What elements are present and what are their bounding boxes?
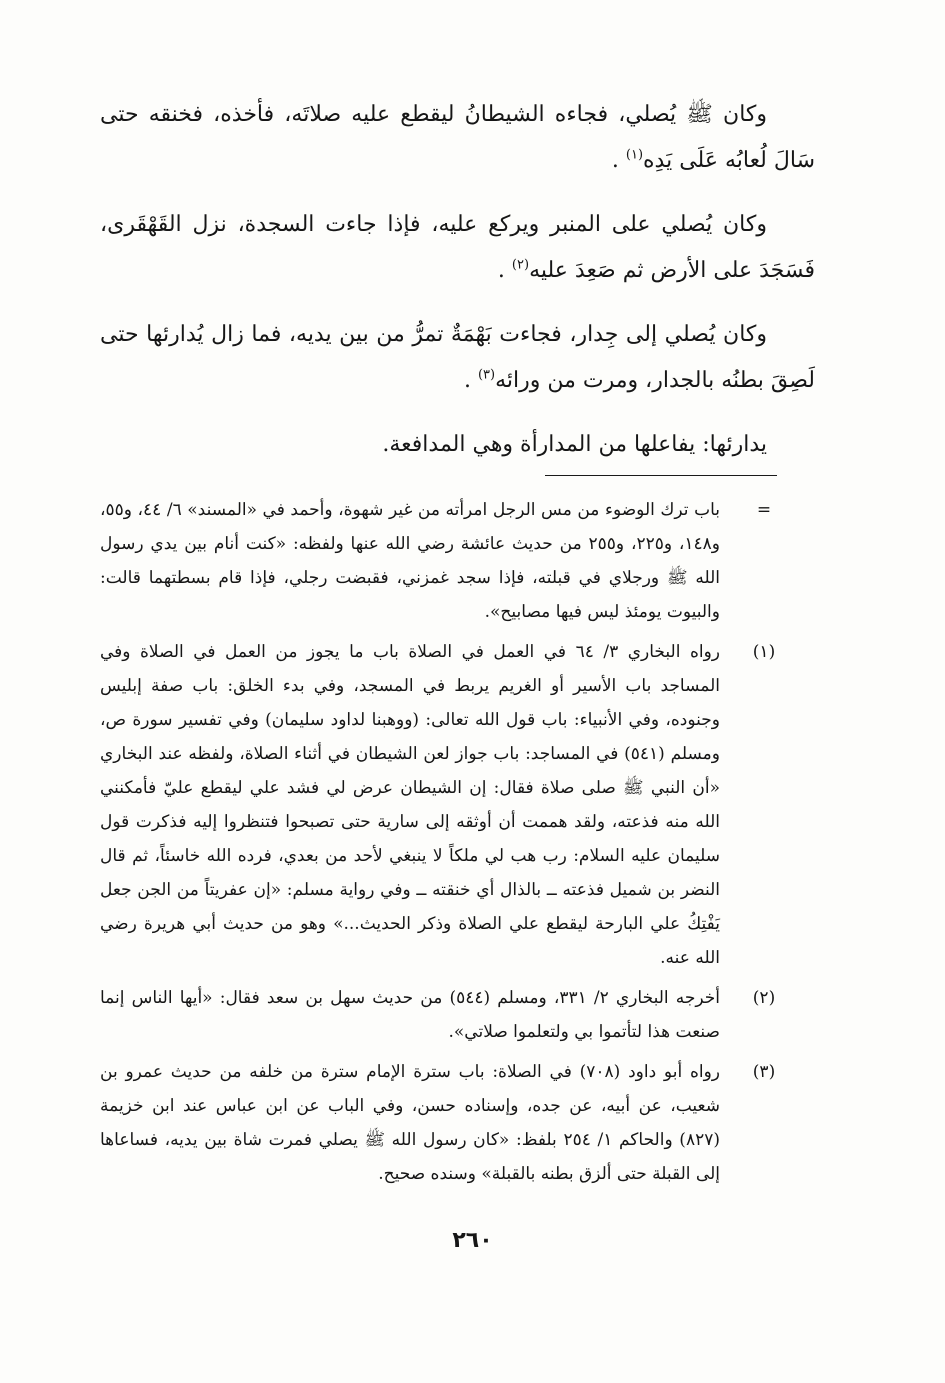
main-text: [100, 92, 815, 468]
footnote-separator: [545, 475, 777, 476]
footnote-text: باب ترك الوضوء من مس الرجل امرأته من غير شهوة، وأحمد في «المسند» ٦/ ٤٤، و٥٥، و١٤٨، و٢٢٥، و٢٥٥ من حديث عائشة رضي الله عنها ولفظه: «كنت أنام بين يدي رسول الله ﷺ ورجلاي في قبلته، فإذا سجد غمزني، فقبضت رجلي، فإذا قام بسطتهما قالت: والبيوت يومئذ ليس فيها مصابيح».: [100, 500, 720, 622]
footnotes: [100, 493, 790, 1191]
footnote-number: (١): [752, 642, 776, 662]
footnote-1: [100, 635, 790, 975]
paragraph-4: يدارئها: يفاعلها من المدارأة وهي المدافعة.: [382, 432, 767, 457]
footnote-ref-1[interactable]: (١): [625, 147, 644, 163]
footnote-text: رواه البخاري ٣/ ٦٤ في العمل في الصلاة باب ما يجوز من العمل في الصلاة وفي المساجد باب الأسير أو الغريم يربط في المسجد، وفي بدء الخلق: باب صفة إبليس وجنوده، وفي الأنبياء: باب قول الله تعالى: (ووهبنا لداود سليمان) وفي تفسير سورة ص، ومسلم (٥٤١) في المساجد: باب جواز لعن الشيطان في أثناء الصلاة، ولفظه عند البخاري «أن النبي ﷺ صلى صلاة فقال: إن الشيطان عرض لي فشد علي ليقطع عليّ فأمكنني الله منه فذعته، ولقد هممت أن أوثقه إلى سارية حتى تصبحوا فتنظروا إليه فذكرت قول سليمان عليه السلام: رب هب لي ملكاً لا ينبغي لأحد من بعدي، فرده الله خاسئاً، ثم قال النضر بن شميل فذعته ــ بالذال أي خنقته ــ وفي رواية مسلم: «إن عفريتاً من الجن جعل يَفْتِكُ علي البارحة ليقطع علي الصلاة وذكر الحديث...» وهو من حديث أبي هريرة رضي الله عنه.: [100, 642, 721, 968]
page-number: ٢٦٠: [452, 1228, 493, 1253]
paragraph-2: [100, 202, 815, 294]
footnote-2: [100, 981, 790, 1049]
footnote-3: [100, 1055, 790, 1191]
footnote-number: (٣): [752, 1062, 776, 1082]
paragraph-3: [100, 312, 815, 404]
footnote-text: رواه أبو داود (٧٠٨) في الصلاة: باب سترة الإمام سترة من خلفه من حديث عمرو بن شعيب، عن أبيه، عن جده، وإسناده حسن، وفي الباب عن ابن عباس عند ابن خزيمة (٨٢٧) والحاكم ١/ ٢٥٤ بلفظ: «كان رسول الله ﷺ يصلي فمرت شاة بين يديه، فساعاها إلى القبلة حتى ألزق بطنه بالقبلة» وسنده صحيح.: [100, 1062, 720, 1184]
paragraph-1-end: .: [611, 148, 626, 173]
paragraph-1: [100, 92, 815, 184]
paragraph-2-end: .: [497, 258, 512, 283]
footnote-ref-3[interactable]: (٣): [477, 367, 496, 383]
footnote-number: =: [756, 500, 772, 520]
paragraph-2-text: وكان يُصلي على المنبر ويركع عليه، فإذا جاءت السجدة، نزل القَهْقَرى، فَسَجَدَ على الأرض ثم صَعِدَ عليه: [100, 212, 815, 283]
footnote-continued: [100, 493, 790, 629]
paragraph-3-end: .: [463, 368, 478, 393]
footnote-text: أخرجه البخاري ٢/ ٣٣١، ومسلم (٥٤٤) من حديث سهل بن سعد فقال: «أيها الناس إنما صنعت هذا لتأتموا بي ولتعلموا صلاتي».: [100, 988, 720, 1042]
footnote-number: (٢): [752, 988, 776, 1008]
paragraph-3-text: وكان يُصلي إلى جِدار، فجاءت بَهْمَةٌ تمرُّ من بين يديه، فما زال يُدارئها حتى لَصِقَ بطنُه بالجدار، ومرت من ورائه: [100, 322, 815, 393]
footnote-ref-2[interactable]: (٢): [511, 257, 530, 273]
paragraph-1-text: وكان ﷺ يُصلي، فجاءه الشيطانُ ليقطع عليه صلاتَه، فأخذه، فخنقه حتى سَالَ لُعابُه عَلَى يَدِه: [100, 102, 815, 173]
